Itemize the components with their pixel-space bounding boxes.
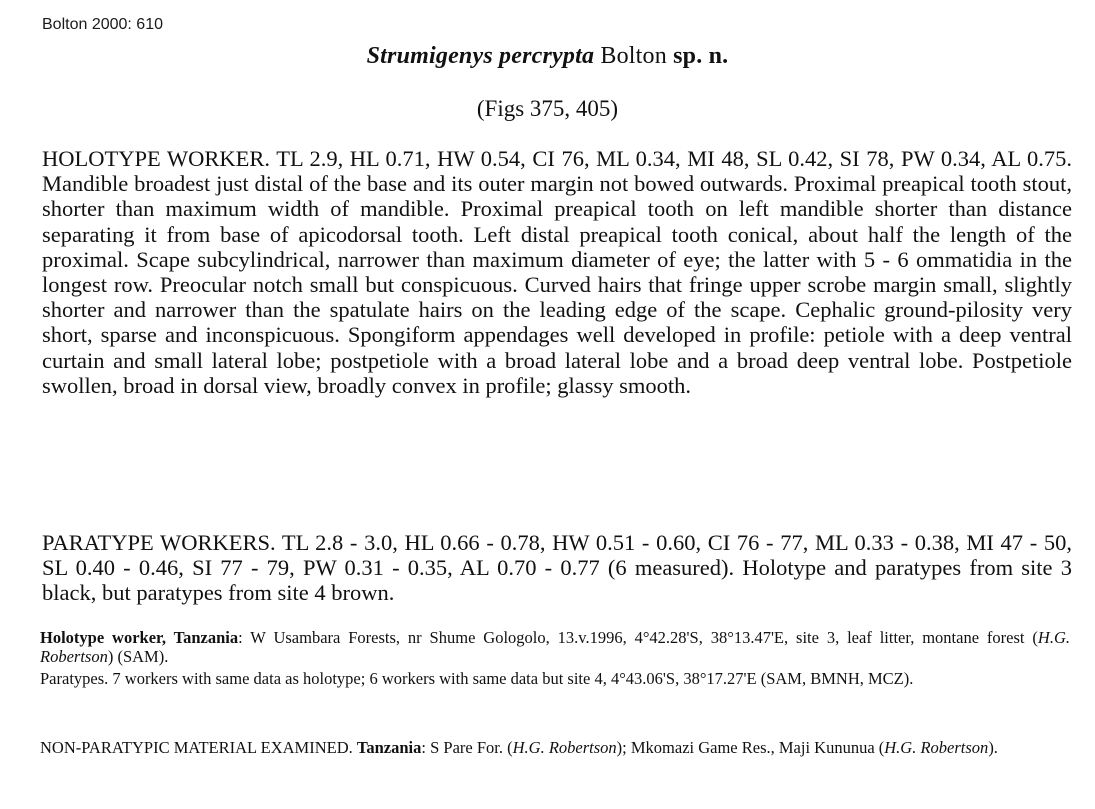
species-author: Bolton <box>594 43 674 69</box>
holotype-material-collector: H.G. Robertson <box>40 628 1070 666</box>
non-paratypic-text1: : S Pare For. ( <box>421 738 513 757</box>
non-paratypic-lead: NON-PARATYPIC MATERIAL EXAMINED. <box>40 738 357 757</box>
non-paratypic-text3: ). <box>988 738 998 757</box>
species-name: Strumigenys percrypta <box>366 43 595 69</box>
paratype-description: PARATYPE WORKERS. TL 2.8 - 3.0, HL 0.66 - 0.78, HW 0.51 - 0.60, CI 76 - 77, ML 0.33 - 0.38, MI 47 - 50, SL 0.40 - 0.46, SI 77 - 79, PW 0.31 - 0.35, AL 0.70 - 0.77 (6 measured). Holotype and paratypes from site 3 black, but paratypes from site 4 brown. <box>42 530 1072 606</box>
non-paratypic-collector1: H.G. Robertson <box>512 738 617 757</box>
holotype-material-text2: ) (SAM). <box>107 647 169 666</box>
holotype-description: HOLOTYPE WORKER. TL 2.9, HL 0.71, HW 0.54, CI 76, ML 0.34, MI 48, SL 0.42, SI 78, PW 0.34, AL 0.75. Mandible broadest just distal of the base and its outer margin not bowed outwards. Proximal preapical tooth stout, shorter than maximum width of mandible. Proximal preapical tooth on left mandible shorter than distance separating it from base of apicodorsal tooth. Left distal preapical tooth conical, about half the length of the proximal. Scape subcylindrical, narrower than maximum diameter of eye; the latter with 5 - 6 ommatidia in the longest row. Preocular notch small but conspicuous. Curved hairs that fringe upper scrobe margin small, slightly shorter and narrower than the spatulate hairs on the leading edge of the scape. Cephalic ground-pilosity very short, sparse and inconspicuous. Spongiform appendages well developed in profile: petiole with a deep ventral curtain and small lateral lobe; postpetiole with a broad lateral lobe and a broad deep ventral lobe. Postpetiole swollen, broad in dorsal view, broadly convex in profile; glassy smooth. <box>42 146 1072 398</box>
holotype-material-lead: Holotype worker, <box>40 628 174 647</box>
holotype-material-text1: : W Usambara Forests, nr Shume Gologolo, 13.v.1996, 4°42.28'S, 38°13.47'E, site 3, leaf litter, montane forest ( <box>238 628 1038 647</box>
non-paratypic-country: Tanzania <box>356 738 422 757</box>
non-paratypic-material <box>40 738 1070 757</box>
page-citation: Bolton 2000: 610 <box>42 16 163 33</box>
species-title <box>0 43 1095 70</box>
holotype-material <box>40 628 1070 666</box>
non-paratypic-text2: ); Mkomazi Game Res., Maji Kununua ( <box>616 738 885 757</box>
holotype-material-country: Tanzania <box>173 628 239 647</box>
paratypes-material: Paratypes. 7 workers with same data as holotype; 6 workers with same data but site 4, 4°43.06'S, 38°17.27'E (SAM, BMNH, MCZ). <box>40 669 914 688</box>
figure-reference: (Figs 375, 405) <box>476 96 619 121</box>
species-status: sp. n. <box>673 43 729 69</box>
non-paratypic-collector2: H.G. Robertson <box>884 738 989 757</box>
